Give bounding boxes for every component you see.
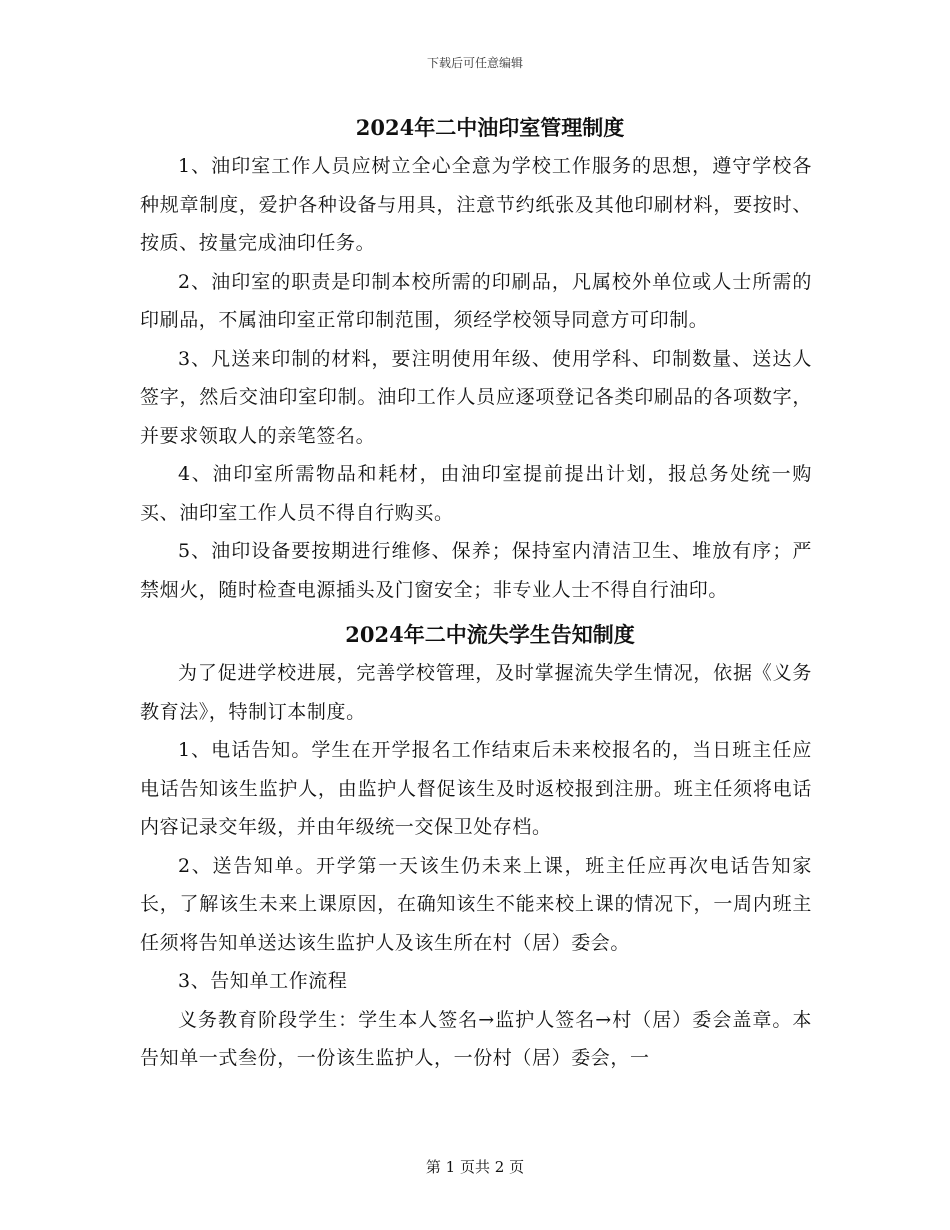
page-footer: 第 1 页共 2 页: [425, 1158, 525, 1176]
section-title: 2024年二中流失学生告知制度: [345, 622, 635, 647]
document-body: [140, 112, 812, 1078]
paragraph: 2、油印室的职责是印制本校所需的印刷品，凡属校外单位或人士所需的印刷品，不属油印室正常印制范围，须经学校领导同意方可印制。: [140, 270, 812, 331]
paragraph: 2、送告知单。开学第一天该生仍未来上课，班主任应再次电话告知家长，了解该生未来上课原因，在确知该生不能来校上课的情况下，一周内班主任须将告知单送达该生监护人及该生所在村（居）委会。: [140, 854, 812, 954]
section-title: 2024年二中油印室管理制度: [355, 115, 625, 140]
paragraph: 义务教育阶段学生：学生本人签名→监护人签名→村（居）委会盖章。本告知单一式叁份，一份该生监护人，一份村（居）委会，一: [140, 1008, 812, 1069]
paragraph: 3、告知单工作流程: [178, 970, 348, 992]
page-header: 下载后可任意编辑: [426, 56, 523, 70]
paragraph: 3、凡送来印制的材料，要注明使用年级、使用学科、印制数量、送达人签字，然后交油印室印制。油印工作人员应逐项登记各类印刷品的各项数字，并要求领取人的亲笔签名。: [140, 347, 812, 447]
paragraph: 5、油印设备要按期进行维修、保养；保持室内清洁卫生、堆放有序；严禁烟火，随时检查电源插头及门窗安全；非专业人士不得自行油印。: [140, 540, 812, 601]
paragraph: 4、油印室所需物品和耗材，由油印室提前提出计划，报总务处统一购买、油印室工作人员不得自行购买。: [140, 463, 812, 524]
paragraph: 为了促进学校进展，完善学校管理，及时掌握流失学生情况，依据《义务教育法》，特制订本制度。: [140, 662, 812, 723]
paragraph: 1、油印室工作人员应树立全心全意为学校工作服务的思想，遵守学校各种规章制度，爱护各种设备与用具，注意节约纸张及其他印刷材料，要按时、按质、按量完成油印任务。: [140, 155, 812, 254]
paragraph: 1、电话告知。学生在开学报名工作结束后未来校报名的，当日班主任应电话告知该生监护人，由监护人督促该生及时返校报到注册。班主任须将电话内容记录交年级，并由年级统一交保卫处存档。: [140, 739, 812, 838]
